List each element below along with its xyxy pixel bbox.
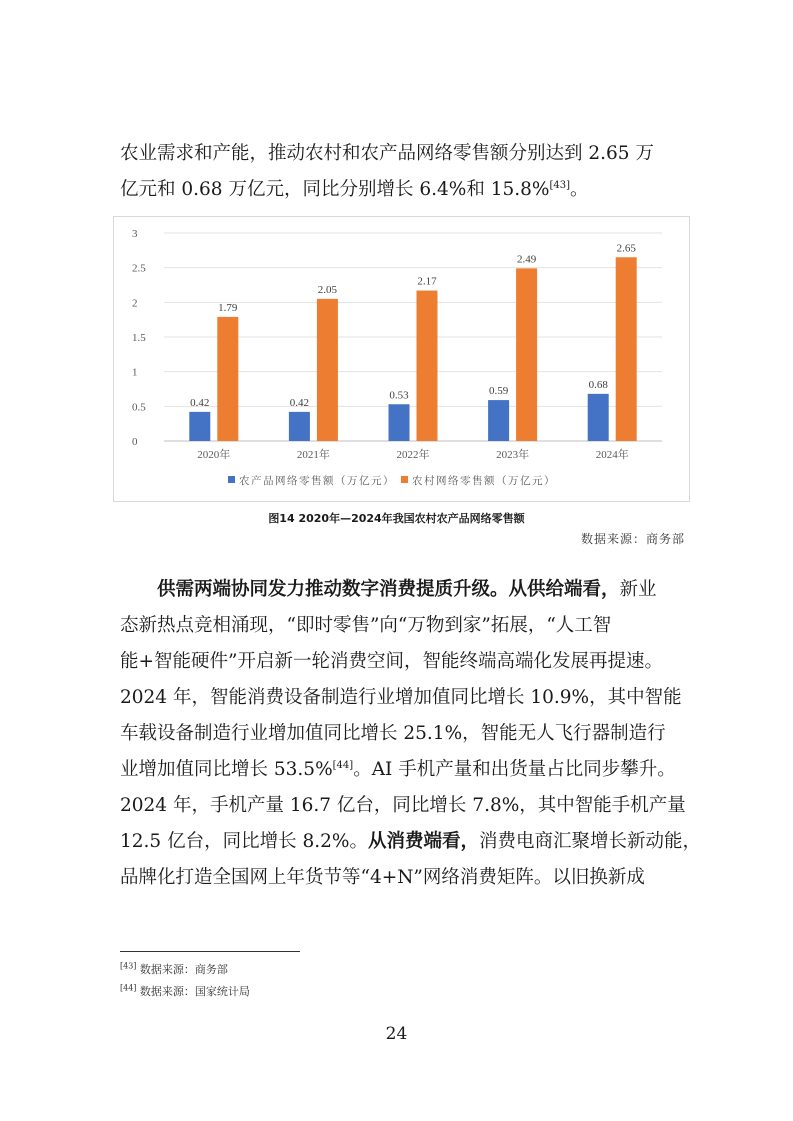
x-tick-label: 2022年 — [396, 449, 430, 461]
legend-label: 农村网络零售额（万亿元） — [412, 475, 556, 487]
x-tick-label: 2023年 — [496, 449, 530, 461]
data-label: 0.53 — [389, 389, 409, 402]
text-line: 能+智能硬件”开启新一轮消费空间，智能终端高端化发展再提速。 — [120, 651, 663, 672]
x-tick-label: 2021年 — [296, 449, 330, 461]
data-label: 2.17 — [417, 275, 437, 288]
y-tick-label: 0 — [132, 436, 138, 448]
bar — [588, 394, 609, 441]
text-line: 农业需求和产能，推动农村和农产品网络零售额分别达到 2.65 万 — [120, 143, 654, 164]
bar — [488, 400, 509, 441]
figure-source: 数据来源：商务部 — [580, 532, 685, 546]
text-span: 亿元和 0.68 万亿元，同比分别增长 6.4%和 15.8% — [120, 179, 550, 200]
text-line — [120, 572, 695, 608]
y-tick-label: 1 — [132, 366, 138, 379]
bar — [616, 257, 637, 441]
y-tick-label: 2.5 — [132, 262, 146, 275]
data-label: 0.42 — [190, 396, 210, 409]
figure-caption: 图14 2020年—2024年我国农村农产品网络零售额 — [268, 512, 525, 525]
data-label: 0.42 — [289, 396, 310, 409]
text-span: 。AI 手机产量和出货量占比同步攀升。 — [353, 759, 676, 780]
data-label: 0.59 — [488, 385, 509, 398]
text-span: 消费电商汇聚增长新动能， — [478, 831, 701, 852]
text-line: 2024 年，智能消费设备制造行业增加值同比增长 10.9%，其中智能 — [120, 687, 682, 708]
legend-swatch — [228, 476, 235, 483]
bar — [317, 299, 338, 441]
text-line: 品牌化打造全国网上年货节等“4+N”网络消费矩阵。以旧换新成 — [120, 867, 645, 888]
bar — [217, 317, 238, 441]
paragraph-intro — [120, 136, 695, 208]
bold-phrase: 从消费端看， — [367, 831, 479, 852]
text-line — [120, 752, 695, 788]
y-tick-label: 2 — [132, 297, 138, 310]
x-tick-label: 2020年 — [197, 449, 231, 461]
data-label: 0.68 — [588, 378, 608, 391]
text-line — [120, 172, 695, 208]
bar — [289, 412, 310, 441]
bold-lead: 供需两端协同发力推动数字消费提质升级。从供给端看， — [157, 579, 620, 600]
text-line — [120, 824, 701, 860]
text-line: 态新热点竞相涌现，“即时零售”向“万物到家”拓展，“人工智 — [120, 615, 612, 636]
text-span: 业增加值同比增长 53.5% — [120, 759, 333, 780]
data-label: 1.79 — [218, 301, 238, 314]
footnote-ref[interactable]: [43] — [549, 179, 571, 191]
text-line: 2024 年，手机产量 16.7 亿台，同比增长 7.8%，其中智能手机产量 — [120, 795, 686, 816]
bar — [516, 268, 537, 441]
footnote — [120, 983, 250, 999]
footnote-divider — [120, 951, 300, 952]
text-span: 12.5 亿台，同比增长 8.2%。 — [120, 831, 368, 852]
data-label: 2.65 — [616, 242, 636, 255]
text-span: 。 — [570, 179, 589, 200]
y-tick-label: 3 — [132, 228, 138, 240]
footnote — [120, 961, 228, 977]
data-label: 2.05 — [317, 283, 338, 296]
y-tick-label: 0.5 — [132, 401, 146, 414]
chart-canvas — [114, 217, 691, 503]
bar — [417, 291, 438, 441]
legend-label: 农产品网络零售额（万亿元） — [239, 475, 395, 487]
footnote-marker: [44] — [120, 983, 137, 993]
text-line: 车载设备制造行业增加值同比增长 25.1%，智能无人飞行器制造行 — [120, 723, 666, 744]
page-number: 24 — [385, 1024, 408, 1044]
bar — [189, 412, 210, 441]
y-tick-label: 1.5 — [132, 332, 146, 344]
footnote-text: 数据来源：国家统计局 — [139, 985, 250, 998]
x-tick-label: 2024年 — [595, 449, 629, 461]
footnote-ref[interactable]: [44] — [332, 759, 354, 771]
bar-chart — [113, 216, 690, 502]
footnote-marker: [43] — [120, 961, 137, 971]
text-span: 新业 — [619, 579, 657, 600]
paragraph-main — [120, 572, 701, 896]
legend-swatch — [401, 476, 408, 483]
bar — [389, 404, 410, 441]
data-label: 2.49 — [516, 253, 537, 266]
footnote-text: 数据来源：商务部 — [139, 963, 228, 976]
